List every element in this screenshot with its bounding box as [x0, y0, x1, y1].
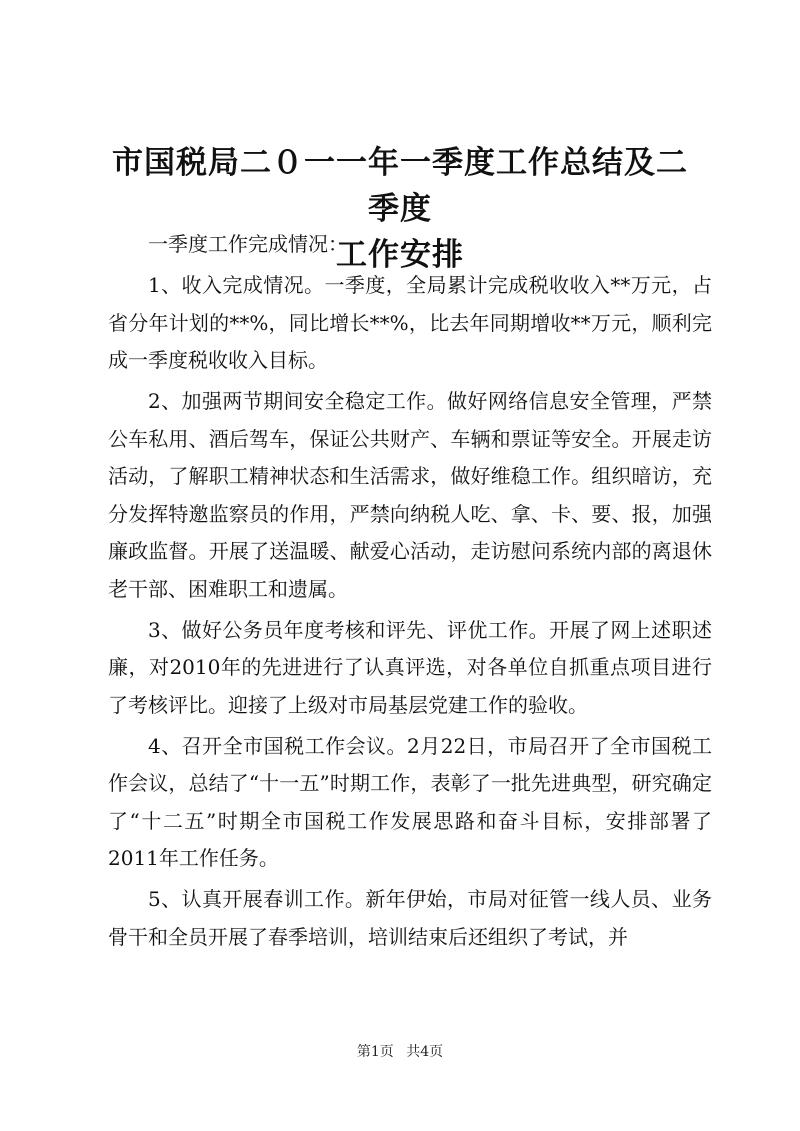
paragraph-4: 4、召开全市国税工作会议。2月22日，市局召开了全市国税工作会议，总结了“十一五”时期工作，表彰了一批先进典型，研究确定了“十二五”时期全市国税工作发展思路和奋斗目标，安排部署了2011年工作任务。: [108, 733, 712, 870]
title-line-1: 市国税局二０一一年一季度工作总结及二季度: [112, 145, 688, 227]
page-number: 第1页: [356, 1044, 394, 1060]
title-line-2: 工作安排: [336, 237, 464, 273]
paragraph-5: 5、认真开展春训工作。新年伊始，市局对征管一线人员、业务骨干和全员开展了春季培训，培训结束后还组织了考试，并: [108, 887, 712, 949]
paragraph-1: 1、收入完成情况。一季度，全局累计完成税收收入**万元，占省分年计划的**%，同比增长**%，比去年同期增收**万元，顺利完成一季度税收收入目标。: [108, 273, 712, 372]
page-total: 共4页: [406, 1044, 444, 1060]
page-footer: [0, 1042, 800, 1062]
section-heading: 一季度工作完成情况：: [148, 232, 348, 256]
paragraph-3: 3、做好公务员年度考核和评先、评优工作。开展了网上述职述廉，对2010年的先进进行了认真评选，对各单位自抓重点项目进行了考核评比。迎接了上级对市局基层党建工作的验收。: [108, 617, 712, 717]
document-body: [108, 226, 712, 956]
paragraph-2: 2、加强两节期间安全稳定工作。做好网络信息安全管理，严禁公车私用、酒后驾车，保证公共财产、车辆和票证等安全。开展走访活动，了解职工精神状态和生活需求，做好维稳工作。组织暗访，充分发挥特邀监察员的作用，严禁向纳税人吃、拿、卡、要、报，加强廉政监督。开展了送温暖、献爱心活动，走访慰问系统内部的离退休老干部、困难职工和遗属。: [108, 389, 712, 601]
